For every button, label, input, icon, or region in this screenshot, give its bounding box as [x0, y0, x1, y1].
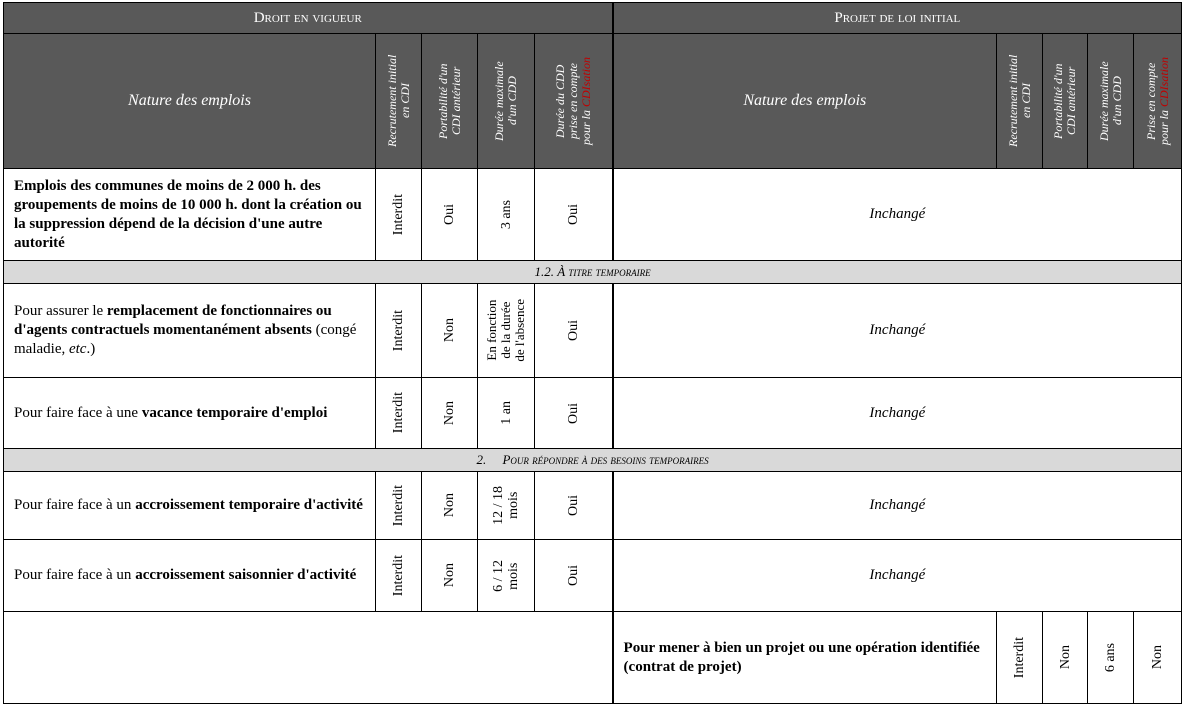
duree-value: 12 / 18 mois — [491, 486, 521, 525]
empty-left-cell — [4, 612, 613, 704]
duree-value: 6 / 12 mois — [491, 559, 521, 592]
row-label: Pour mener à bien un projet ou une opération identifiée (contrat de projet) — [613, 612, 997, 704]
section-row — [4, 449, 1182, 472]
right-prise-header: Prise en compte pour la CDIsation — [1143, 56, 1171, 146]
prise-value: Oui — [565, 320, 581, 341]
table-row — [4, 540, 1182, 612]
recrutement-value: Interdit — [1012, 636, 1028, 679]
recrutement-value: Interdit — [391, 554, 406, 597]
table-row — [4, 284, 1182, 378]
portabilite-value: Non — [1057, 645, 1073, 670]
section-row — [4, 261, 1182, 284]
right-recrutement-header: Recrutement initial en CDI — [1005, 54, 1033, 148]
projet-value: Inchangé — [613, 540, 1182, 612]
duree-value: 6 ans — [1103, 642, 1119, 673]
projet-value: Inchangé — [613, 472, 1182, 540]
prise-value: Non — [1150, 645, 1166, 670]
right-duree-header: Durée maximale d'un CDD — [1096, 61, 1124, 141]
recrutement-value: Interdit — [391, 484, 406, 527]
left-duree-header: Durée maximale d'un CDD — [492, 61, 519, 141]
recrutement-value: Interdit — [391, 193, 406, 236]
portabilite-value: Non — [442, 318, 457, 343]
table-row — [4, 472, 1182, 540]
prise-value: Oui — [565, 495, 581, 516]
row-label: Pour faire face à une vacance temporaire d'emploi — [4, 378, 376, 449]
table-row — [4, 612, 1182, 704]
comparison-table — [3, 2, 1182, 704]
title-row — [4, 3, 1182, 34]
left-prise-header: Durée du CDD prise en compte pour la CDIsation — [552, 56, 593, 146]
portabilite-value: Non — [442, 493, 457, 518]
duree-value: En fonction de la durée de l'absence — [484, 299, 527, 362]
right-nature-header: Nature des emplois — [613, 34, 997, 169]
right-portabilite-header: Portabilité d'un CDI antérieur — [1051, 63, 1079, 139]
portabilite-value: Oui — [442, 204, 457, 225]
section-title-besoins: 2. Pour répondre à des besoins temporaires — [4, 449, 1182, 472]
duree-value: 3 ans — [498, 199, 514, 230]
table-row — [4, 378, 1182, 449]
right-header: Projet de loi initial — [613, 3, 1182, 34]
recrutement-value: Interdit — [391, 392, 406, 434]
projet-value: Inchangé — [613, 169, 1182, 261]
portabilite-value: Non — [442, 400, 457, 426]
left-nature-header: Nature des emplois — [4, 34, 376, 169]
prise-value: Oui — [565, 402, 581, 424]
row-label: Emplois des communes de moins de 2 000 h. des groupements de moins de 10 000 h. dont la création ou la suppression dépend de la décision d'une autre autorité — [4, 169, 376, 261]
portabilite-value: Non — [442, 563, 457, 588]
row-label: Pour faire face à un accroissement temporaire d'activité — [4, 472, 376, 540]
row-label: Pour faire face à un accroissement saisonnier d'activité — [4, 540, 376, 612]
projet-value: Inchangé — [613, 284, 1182, 378]
left-header: Droit en vigueur — [4, 3, 613, 34]
left-recrutement-header: Recrutement initial en CDI — [384, 54, 412, 148]
prise-value: Oui — [565, 565, 581, 586]
prise-value: Oui — [565, 204, 581, 225]
left-portabilite-header: Portabilité d'un CDI antérieur — [435, 63, 463, 139]
recrutement-value: Interdit — [391, 309, 406, 352]
projet-value: Inchangé — [613, 378, 1182, 449]
duree-value: 1 an — [498, 401, 514, 425]
section-title-temporaire: 1.2. À titre temporaire — [4, 261, 1182, 284]
table-row — [4, 169, 1182, 261]
column-header-row — [4, 34, 1182, 169]
row-label: Pour assurer le remplacement de fonctionnaires ou d'agents contractuels momentanément absents (congé maladie, etc.) — [4, 284, 376, 378]
